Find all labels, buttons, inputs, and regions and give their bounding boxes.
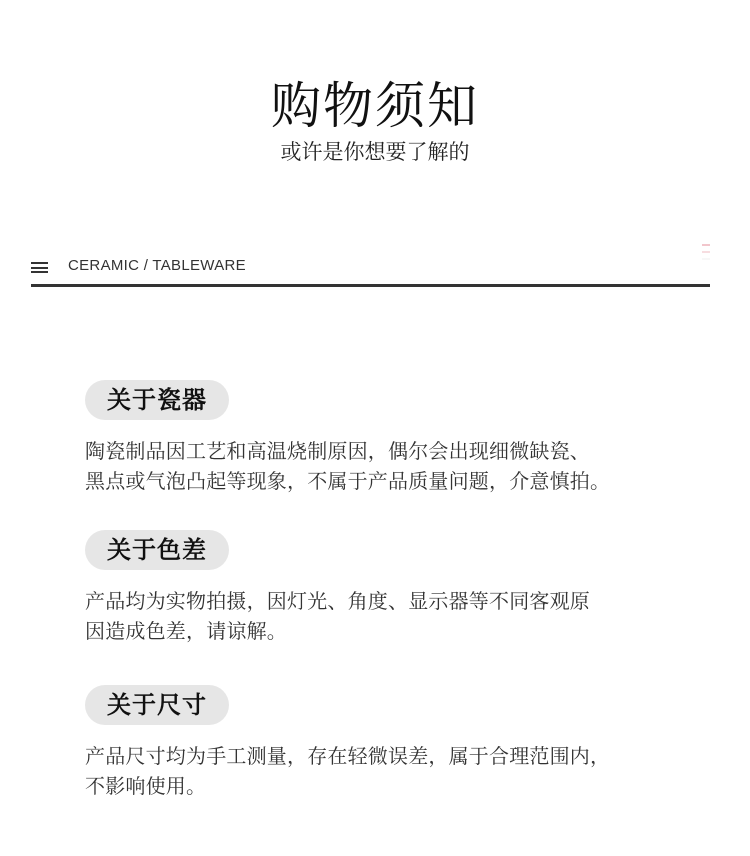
notice-heading: 关于尺寸 bbox=[85, 685, 229, 725]
notice-body bbox=[85, 586, 685, 646]
notice-line: 产品均为实物拍摄，因灯光、角度、显示器等不同客观原 bbox=[85, 589, 590, 613]
notice-heading: 关于色差 bbox=[85, 530, 229, 570]
menu-icon bbox=[31, 262, 48, 273]
notice-ceramic bbox=[85, 380, 685, 496]
notice-line: 因造成色差，请谅解。 bbox=[85, 619, 287, 643]
corner-mark-line bbox=[702, 251, 710, 253]
notice-body bbox=[85, 741, 685, 801]
notice-color-difference bbox=[85, 530, 685, 646]
section-label: CERAMIC / TABLEWARE bbox=[68, 257, 246, 274]
corner-mark-icon bbox=[702, 244, 710, 266]
page-title: 购物须知 bbox=[271, 77, 479, 135]
notice-body bbox=[85, 436, 685, 496]
corner-mark-line bbox=[702, 258, 710, 260]
corner-mark-line bbox=[702, 244, 710, 246]
notice-size bbox=[85, 685, 685, 801]
notice-line: 产品尺寸均为手工测量，存在轻微误差，属于合理范围内， bbox=[85, 744, 611, 768]
notice-heading: 关于瓷器 bbox=[85, 380, 229, 420]
notice-line: 黑点或气泡凸起等现象，不属于产品质量问题，介意慎拍。 bbox=[85, 469, 611, 493]
notice-line: 陶瓷制品因工艺和高温烧制原因，偶尔会出现细微缺瓷、 bbox=[85, 439, 590, 463]
page-subtitle: 或许是你想要了解的 bbox=[280, 140, 470, 164]
notice-line: 不影响使用。 bbox=[85, 774, 207, 798]
section-header bbox=[31, 252, 710, 288]
section-divider bbox=[31, 284, 710, 287]
